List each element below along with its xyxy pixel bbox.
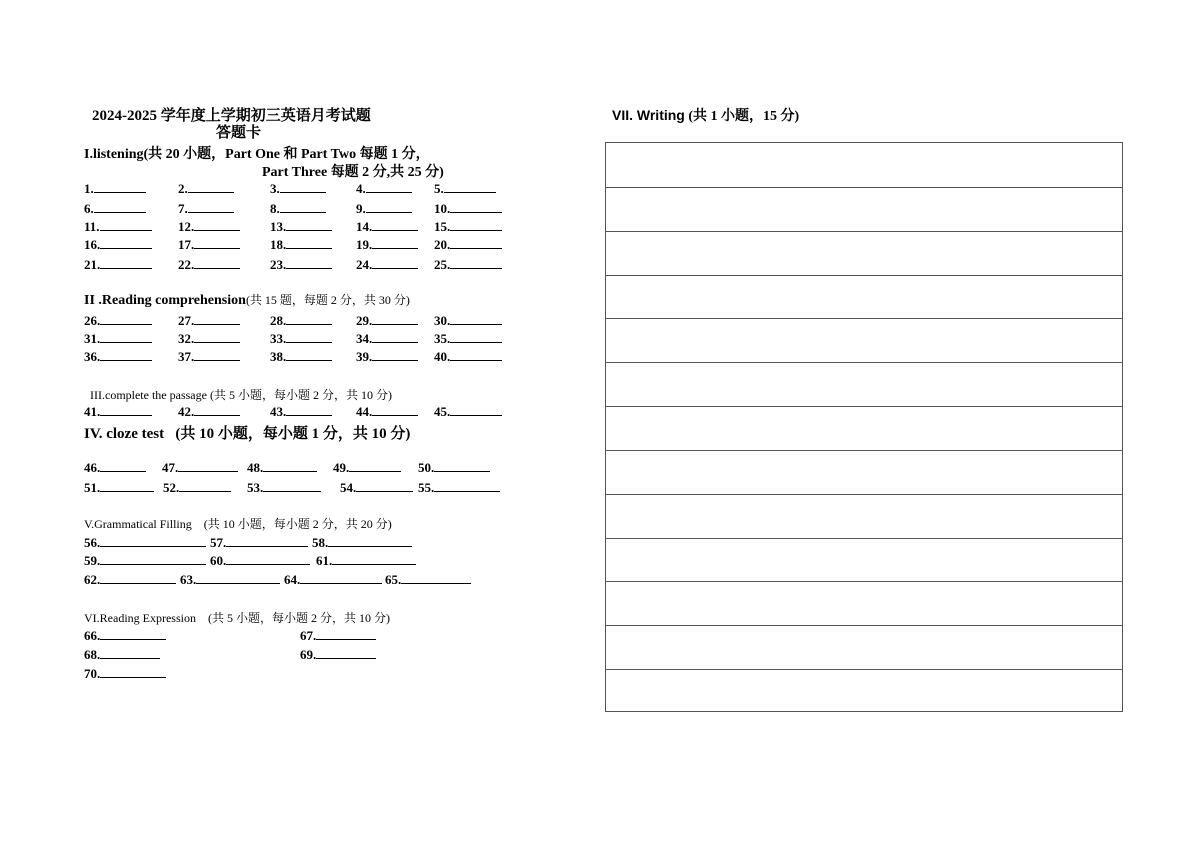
answer-number: 24. — [356, 257, 373, 272]
section-5-note: (共 10 小题，每小题 2 分，共 20 分) — [203, 517, 392, 531]
section-6-title: VI.Reading Expression — [84, 611, 196, 625]
answer-number: 67. — [300, 628, 317, 643]
section-7-note: (共 1 小题，15 分) — [688, 109, 800, 124]
answer-item — [340, 479, 413, 496]
section-7-title: VII. Writing — [612, 107, 685, 123]
answer-number: 14. — [356, 219, 373, 234]
answer-blank[interactable] — [100, 552, 206, 565]
answer-item — [178, 218, 240, 235]
answer-item — [270, 218, 332, 235]
answer-number: 54. — [340, 480, 357, 495]
answer-item — [270, 403, 332, 420]
answer-blank[interactable] — [286, 312, 332, 325]
answer-number: 51. — [84, 480, 101, 495]
answer-blank[interactable] — [194, 256, 240, 269]
answer-item — [163, 479, 231, 496]
answer-blank[interactable] — [226, 552, 310, 565]
answer-number: 38. — [270, 349, 287, 364]
answer-item — [356, 236, 418, 253]
answer-blank[interactable] — [401, 571, 471, 584]
answer-blank[interactable] — [316, 646, 376, 659]
answer-blank[interactable] — [372, 330, 418, 343]
answer-blank[interactable] — [434, 459, 490, 472]
answer-blank[interactable] — [100, 459, 146, 472]
answer-number: 50. — [418, 460, 435, 475]
answer-item — [178, 330, 240, 347]
answer-item — [178, 256, 240, 273]
writing-area[interactable] — [605, 142, 1123, 712]
answer-item — [316, 552, 416, 569]
writing-line — [606, 187, 1122, 188]
answer-blank[interactable] — [450, 218, 502, 231]
answer-blank[interactable] — [100, 646, 160, 659]
answer-number: 60. — [210, 553, 227, 568]
answer-blank[interactable] — [372, 348, 418, 361]
answer-number: 15. — [434, 219, 451, 234]
answer-item — [162, 459, 238, 476]
answer-item — [356, 330, 418, 347]
answer-item — [434, 218, 502, 235]
answer-number: 20. — [434, 237, 451, 252]
answer-number: 61. — [316, 553, 333, 568]
answer-blank[interactable] — [450, 330, 502, 343]
answer-number: 41. — [84, 404, 101, 419]
answer-number: 36. — [84, 349, 101, 364]
answer-blank[interactable] — [194, 348, 240, 361]
answer-item — [270, 330, 332, 347]
answer-blank[interactable] — [450, 256, 502, 269]
answer-item — [385, 571, 471, 588]
writing-line — [606, 581, 1122, 582]
answer-number: 9. — [356, 201, 366, 216]
answer-blank[interactable] — [286, 218, 332, 231]
answer-blank[interactable] — [372, 312, 418, 325]
answer-number: 29. — [356, 313, 373, 328]
answer-number: 44. — [356, 404, 373, 419]
answer-number: 10. — [434, 201, 451, 216]
answer-number: 58. — [312, 535, 329, 550]
answer-number: 7. — [178, 201, 188, 216]
answer-number: 49. — [333, 460, 350, 475]
answer-number: 21. — [84, 257, 101, 272]
answer-item — [300, 646, 376, 663]
section-3-heading — [90, 386, 392, 403]
answer-number: 46. — [84, 460, 101, 475]
answer-item — [84, 459, 146, 476]
answer-item — [84, 312, 152, 329]
answer-blank[interactable] — [300, 571, 382, 584]
answer-blank[interactable] — [100, 479, 154, 492]
answer-item — [84, 218, 152, 235]
answer-blank[interactable] — [286, 403, 332, 416]
answer-item — [84, 552, 206, 569]
answer-blank[interactable] — [356, 479, 413, 492]
section-5-heading — [84, 515, 392, 532]
answer-blank[interactable] — [280, 200, 326, 213]
answer-number: 40. — [434, 349, 451, 364]
answer-number: 25. — [434, 257, 451, 272]
answer-item — [270, 348, 332, 365]
answer-blank[interactable] — [286, 256, 332, 269]
answer-number: 70. — [84, 666, 101, 681]
answer-item — [300, 627, 376, 644]
section-1-heading-cont: Part Three 每题 2 分,共 25 分) — [262, 165, 444, 180]
answer-number: 5. — [434, 181, 444, 196]
section-5-title: V.Grammatical Filling — [84, 517, 192, 531]
section-2-title: II .Reading comprehension — [84, 293, 246, 308]
answer-number: 47. — [162, 460, 179, 475]
answer-number: 32. — [178, 331, 195, 346]
section-1-heading: I.listening(共 20 小题，Part One 和 Part Two 每题 1 分， — [84, 147, 430, 162]
answer-item — [84, 534, 206, 551]
answer-blank[interactable] — [286, 236, 332, 249]
answer-item — [284, 571, 382, 588]
answer-item — [84, 646, 160, 663]
answer-item — [178, 348, 240, 365]
answer-item — [434, 330, 502, 347]
answer-number: 42. — [178, 404, 195, 419]
answer-number: 22. — [178, 257, 195, 272]
answer-number: 53. — [247, 480, 264, 495]
answer-item — [270, 236, 332, 253]
answer-item — [84, 330, 152, 347]
answer-number: 23. — [270, 257, 287, 272]
answer-number: 27. — [178, 313, 195, 328]
answer-item — [434, 236, 502, 253]
answer-item — [356, 218, 418, 235]
answer-blank[interactable] — [194, 312, 240, 325]
answer-item — [210, 552, 310, 569]
answer-item — [247, 479, 321, 496]
answer-blank[interactable] — [450, 312, 502, 325]
answer-number: 1. — [84, 181, 94, 196]
answer-blank[interactable] — [194, 330, 240, 343]
answer-item — [434, 200, 502, 217]
answer-blank[interactable] — [450, 236, 502, 249]
answer-number: 19. — [356, 237, 373, 252]
answer-item — [84, 479, 154, 496]
answer-number: 62. — [84, 572, 101, 587]
answer-number: 66. — [84, 628, 101, 643]
answer-item — [356, 180, 412, 197]
answer-number: 33. — [270, 331, 287, 346]
answer-number: 26. — [84, 313, 101, 328]
answer-blank[interactable] — [100, 312, 152, 325]
answer-blank[interactable] — [100, 348, 152, 361]
answer-number: 3. — [270, 181, 280, 196]
answer-item — [178, 403, 240, 420]
answer-item — [178, 180, 234, 197]
answer-number: 18. — [270, 237, 287, 252]
answer-item — [210, 534, 308, 551]
answer-blank[interactable] — [280, 180, 326, 193]
writing-line — [606, 669, 1122, 670]
writing-line — [606, 450, 1122, 451]
answer-item — [270, 312, 332, 329]
answer-item — [84, 256, 152, 273]
answer-item — [84, 236, 152, 253]
answer-item — [434, 348, 502, 365]
answer-number: 39. — [356, 349, 373, 364]
answer-item — [418, 479, 500, 496]
answer-blank[interactable] — [372, 218, 418, 231]
answer-blank[interactable] — [196, 571, 280, 584]
answer-blank[interactable] — [194, 236, 240, 249]
answer-blank[interactable] — [100, 665, 166, 678]
section-6-heading — [84, 609, 390, 626]
answer-number: 34. — [356, 331, 373, 346]
answer-number: 8. — [270, 201, 280, 216]
answer-blank[interactable] — [372, 403, 418, 416]
answer-blank[interactable] — [94, 180, 146, 193]
writing-line — [606, 231, 1122, 232]
answer-blank[interactable] — [434, 479, 500, 492]
answer-blank[interactable] — [188, 200, 234, 213]
answer-item — [434, 180, 496, 197]
answer-number: 28. — [270, 313, 287, 328]
writing-line — [606, 318, 1122, 319]
answer-blank[interactable] — [100, 218, 152, 231]
answer-blank[interactable] — [100, 256, 152, 269]
answer-blank[interactable] — [366, 200, 412, 213]
answer-number: 63. — [180, 572, 197, 587]
section-6-note: (共 5 小题，每小题 2 分，共 10 分) — [207, 611, 390, 625]
answer-blank[interactable] — [372, 236, 418, 249]
answer-blank[interactable] — [450, 348, 502, 361]
answer-item — [84, 571, 176, 588]
answer-number: 37. — [178, 349, 195, 364]
answer-blank[interactable] — [194, 218, 240, 231]
writing-line — [606, 275, 1122, 276]
answer-number: 2. — [178, 181, 188, 196]
answer-blank[interactable] — [263, 459, 317, 472]
answer-blank[interactable] — [286, 330, 332, 343]
writing-line — [606, 625, 1122, 626]
answer-blank[interactable] — [286, 348, 332, 361]
writing-line — [606, 406, 1122, 407]
answer-item — [84, 627, 166, 644]
answer-item — [270, 256, 332, 273]
answer-number: 57. — [210, 535, 227, 550]
answer-item — [247, 459, 317, 476]
writing-line — [606, 494, 1122, 495]
answer-blank[interactable] — [194, 403, 240, 416]
answer-number: 55. — [418, 480, 435, 495]
answer-number: 48. — [247, 460, 264, 475]
answer-blank[interactable] — [100, 330, 152, 343]
answer-blank[interactable] — [179, 479, 231, 492]
answer-number: 56. — [84, 535, 101, 550]
answer-blank[interactable] — [100, 236, 152, 249]
answer-item — [178, 312, 240, 329]
section-4-note: (共 10 小题，每小题 1 分，共 10 分) — [175, 426, 411, 442]
answer-item — [434, 312, 502, 329]
answer-number: 16. — [84, 237, 101, 252]
answer-number: 43. — [270, 404, 287, 419]
section-7-heading — [612, 105, 799, 125]
answer-number: 59. — [84, 553, 101, 568]
answer-blank[interactable] — [100, 627, 166, 640]
section-3-title: III.complete the passage — [90, 388, 207, 402]
answer-number: 31. — [84, 331, 101, 346]
writing-line — [606, 362, 1122, 363]
answer-item — [84, 665, 166, 682]
answer-item — [434, 403, 502, 420]
answer-item — [434, 256, 502, 273]
answer-blank[interactable] — [450, 403, 502, 416]
answer-item — [356, 200, 412, 217]
answer-blank[interactable] — [450, 200, 502, 213]
answer-blank[interactable] — [316, 627, 376, 640]
answer-item — [180, 571, 280, 588]
answer-item — [178, 200, 234, 217]
answer-number: 4. — [356, 181, 366, 196]
answer-blank[interactable] — [188, 180, 234, 193]
answer-item — [270, 200, 326, 217]
section-2-note: (共 15 题，每题 2 分，共 30 分) — [245, 293, 410, 307]
answer-blank[interactable] — [332, 552, 416, 565]
answer-item — [84, 403, 152, 420]
answer-number: 64. — [284, 572, 301, 587]
page-subtitle: 答题卡 — [216, 125, 262, 141]
section-4-heading — [84, 422, 410, 443]
answer-blank[interactable] — [349, 459, 401, 472]
answer-item — [418, 459, 490, 476]
page-title: 2024-2025 学年度上学期初三英语月考试题 — [92, 108, 371, 124]
answer-item — [84, 200, 146, 217]
answer-item — [84, 180, 146, 197]
section-3-note: (共 5 小题，每小题 2 分，共 10 分) — [209, 388, 392, 402]
answer-number: 52. — [163, 480, 180, 495]
answer-number: 65. — [385, 572, 402, 587]
answer-number: 6. — [84, 201, 94, 216]
answer-number: 17. — [178, 237, 195, 252]
section-4-title: IV. cloze test — [84, 426, 165, 442]
answer-number: 45. — [434, 404, 451, 419]
answer-blank[interactable] — [372, 256, 418, 269]
answer-number: 13. — [270, 219, 287, 234]
answer-number: 11. — [84, 219, 100, 234]
answer-blank[interactable] — [100, 571, 176, 584]
answer-item — [178, 236, 240, 253]
answer-blank[interactable] — [263, 479, 321, 492]
writing-line — [606, 538, 1122, 539]
answer-item — [356, 403, 418, 420]
answer-blank[interactable] — [178, 459, 238, 472]
answer-item — [356, 256, 418, 273]
answer-item — [333, 459, 401, 476]
answer-blank[interactable] — [94, 200, 146, 213]
answer-number: 35. — [434, 331, 451, 346]
answer-item — [270, 180, 326, 197]
answer-item — [356, 312, 418, 329]
answer-blank[interactable] — [226, 534, 308, 547]
answer-item — [312, 534, 412, 551]
answer-number: 12. — [178, 219, 195, 234]
answer-item — [356, 348, 418, 365]
answer-blank[interactable] — [100, 534, 206, 547]
answer-blank[interactable] — [366, 180, 412, 193]
answer-number: 30. — [434, 313, 451, 328]
answer-blank[interactable] — [100, 403, 152, 416]
answer-blank[interactable] — [328, 534, 412, 547]
answer-blank[interactable] — [444, 180, 496, 193]
section-2-heading — [84, 291, 410, 309]
answer-number: 69. — [300, 647, 317, 662]
answer-item — [84, 348, 152, 365]
answer-number: 68. — [84, 647, 101, 662]
